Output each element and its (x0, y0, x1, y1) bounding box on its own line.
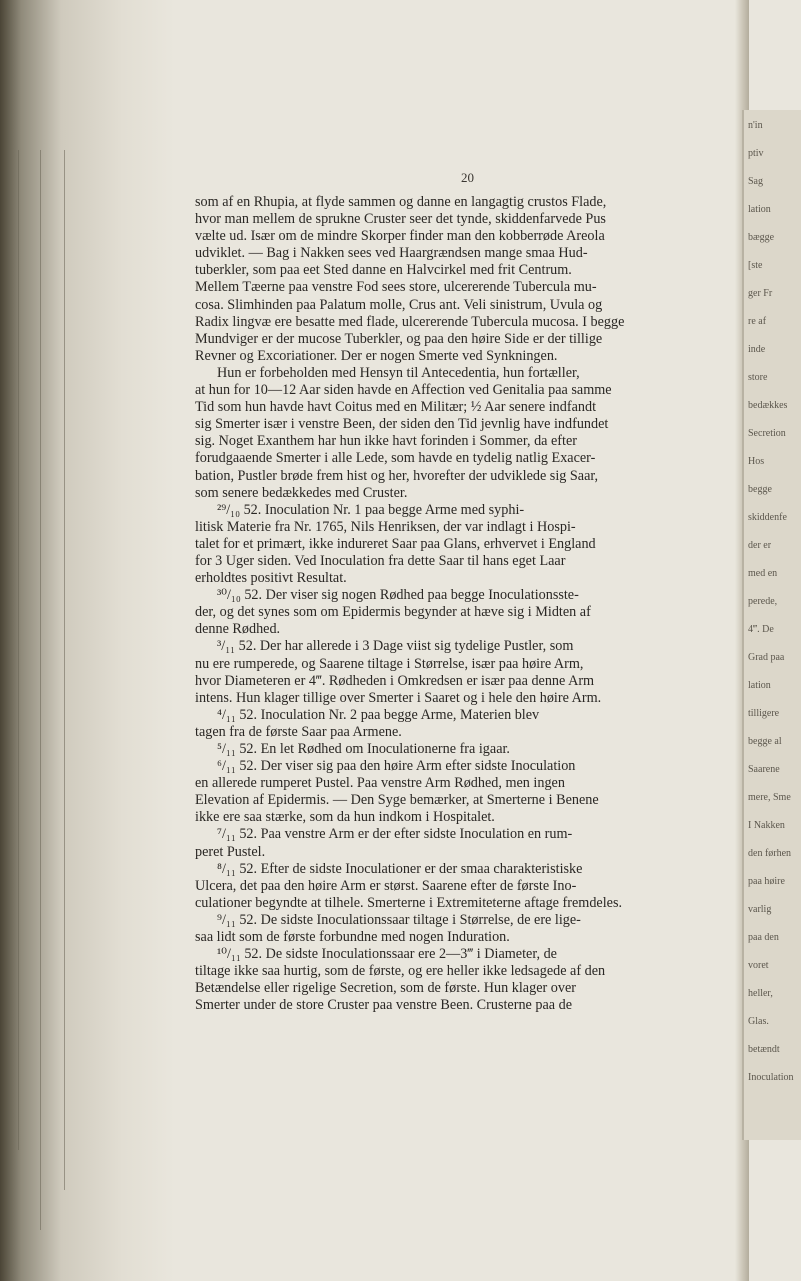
text-line: ²⁹/₁₀ 52. Inoculation Nr. 1 paa begge Arme med syphi- (217, 501, 525, 518)
text-line: tagen fra de første Saar paa Armene. (195, 723, 402, 740)
text-line: ⁹/₁₁ 52. De sidste Inoculationssaar tiltage i Størrelse, de ere lige- (217, 911, 581, 928)
margin-fragment: Inoculation (748, 1072, 794, 1083)
text-line: ⁸/₁₁ 52. Efter de sidste Inoculationer er der smaa charakteristiske (217, 860, 583, 877)
text-line: ⁴/₁₁ 52. Inoculation Nr. 2 paa begge Arme, Materien blev (217, 706, 540, 723)
text-line: en allerede rumperet Pustel. Paa venstre Arm Rødhed, men ingen (195, 775, 565, 792)
text-line: bation, Pustler brøde frem hist og her, hvorefter der udviklede sig Saar, (195, 467, 599, 484)
margin-fragment: paa høire (748, 876, 785, 887)
margin-fragment: med en (748, 568, 778, 579)
margin-fragment: [ste (748, 260, 763, 271)
margin-fragment: Secretion (748, 428, 786, 439)
text-line: at hun for 10—12 Aar siden havde en Affection ved Genitalia paa samme (195, 382, 612, 399)
margin-fragment: den førhen (748, 848, 792, 859)
text-line: forudgaaende Smerter i alle Lede, som havde en tydelig natlig Exacer- (195, 450, 596, 467)
margin-fragment: der er (748, 540, 772, 551)
facing-page-edge (742, 110, 801, 1140)
margin-fragment: tilligere (748, 708, 780, 719)
text-line: erholdtes positivt Resultat. (195, 570, 347, 587)
margin-fragment: ptiv (748, 148, 764, 159)
margin-fragment: begge al (748, 736, 782, 747)
margin-fragment: bægge (748, 232, 775, 243)
text-line: peret Pustel. (195, 843, 266, 860)
margin-fragment: skiddenfe (748, 512, 787, 523)
text-line: ³/₁₁ 52. Der har allerede i 3 Dage viist sig tydelige Pustler, som (217, 638, 574, 655)
text-line: udviklet. — Bag i Nakken sees ved Haargrændsen mange smaa Hud- (195, 245, 588, 262)
text-line: ⁷/₁₁ 52. Paa venstre Arm er der efter sidste Inoculation en rum- (217, 826, 573, 843)
text-line: Mundviger er der mucose Tuberkler, og paa den høire Side er der tillige (195, 330, 603, 347)
margin-fragment: Saarene (748, 764, 780, 775)
margin-fragment: voret (748, 960, 769, 971)
text-line: Ulcera, det paa den høire Arm er størst. Saarene efter de første Ino- (195, 877, 577, 894)
margin-fragment: perede, (748, 596, 778, 607)
body-text (195, 194, 740, 1015)
text-line: Revner og Excoriationer. Der er nogen Smerte ved Synkningen. (195, 347, 558, 364)
margin-fragment: Hos (748, 456, 765, 467)
text-line: culationer begyndte at tilhele. Smerterne i Extremiteterne aftage fremdeles. (195, 894, 623, 911)
text-line: ¹⁰/₁₁ 52. De sidste Inoculationssaar ere 2—3‴ i Diameter, de (217, 946, 557, 963)
text-line: Elevation af Epidermis. — Den Syge bemærker, at Smerterne i Benene (195, 792, 599, 809)
margin-fragment: mere, Sme (748, 792, 791, 803)
margin-fragment: heller, (748, 988, 773, 999)
text-line: Mellem Tæerne paa venstre Fod sees store, ulcererende Tubercula mu- (195, 279, 597, 296)
text-line: ⁵/₁₁ 52. En let Rødhed om Inoculationerne fra igaar. (217, 741, 510, 757)
text-line: hvor man mellem de sprukne Cruster seer det tynde, skiddenfarvede Pus (195, 211, 606, 228)
margin-fragment: re af (748, 316, 767, 327)
book-spine-shadow (0, 0, 175, 1281)
text-line: tiltage ikke saa hurtig, som de første, og ere heller ikke ledsagede af den (195, 963, 606, 980)
text-line: vælte ud. Især om de mindre Skorper finder man den kobberrøde Areola (195, 228, 605, 245)
text-line: der, og det synes som om Epidermis begynder at hæve sig i Midten af (195, 604, 591, 621)
text-line: saa lidt som de første forbundne med nogen Induration. (195, 929, 510, 946)
text-line: ³⁰/₁₀ 52. Der viser sig nogen Rødhed paa begge Inoculationsste- (217, 587, 579, 604)
margin-fragment: I Nakken (748, 820, 785, 831)
margin-fragment: lation (748, 680, 771, 691)
text-line: ⁶/₁₁ 52. Der viser sig paa den høire Arm efter sidste Inoculation (217, 758, 576, 775)
text-line: ikke ere saa stærke, som da hun indkom i Hospitalet. (195, 809, 495, 826)
text-line: denne Rødhed. (195, 621, 281, 638)
text-line: litisk Materie fra Nr. 1765, Nils Henriksen, der var indlagt i Hospi- (195, 518, 576, 535)
text-line: Tid som hun havde havt Coitus med en Militær; ½ Aar senere indfandt (195, 399, 597, 416)
margin-fragment: bedækkes (748, 400, 788, 411)
margin-fragment: 4‴. De (748, 624, 774, 635)
margin-fragment: Grad paa (748, 652, 785, 663)
text-line: sig Smerter især i venstre Been, der siden den Tid jevnlig have indfundet (195, 416, 609, 433)
text-line: Hun er forbeholden med Hensyn til Antecedentia, hun fortæller, (217, 364, 580, 381)
margin-fragment: Sag (748, 176, 763, 187)
margin-fragment: ger Fr (748, 288, 773, 299)
text-line: Betændelse eller rigelige Secretion, som de første. Hun klager over (195, 980, 576, 997)
margin-fragment: lation (748, 204, 771, 215)
text-line: nu ere rumperede, og Saarene tiltage i Størrelse, især paa høire Arm, (195, 655, 584, 672)
text-line: talet for et primært, ikke indureret Saar paa Glans, erhvervet i England (195, 535, 596, 552)
margin-fragment: begge (748, 484, 772, 495)
text-line: Radix lingvæ ere besatte med flade, ulcererende Tubercula mucosa. I begge (195, 313, 625, 330)
text-line: Smerter under de store Cruster paa venstre Been. Crusterne paa de (195, 997, 573, 1014)
text-line: som af en Rhupia, at flyde sammen og danne en langagtig crustos Flade, (195, 194, 607, 210)
margin-fragment: betændt (748, 1044, 780, 1055)
margin-fragment: varlig (748, 904, 772, 915)
margin-fragment: Glas. (748, 1016, 769, 1027)
text-line: cosa. Slimhinden paa Palatum molle, Crus ant. Veli sinistrum, Uvula og (195, 296, 603, 313)
margin-fragment: inde (748, 344, 766, 355)
text-line: som senere bedækkedes med Cruster. (195, 484, 408, 501)
margin-fragment: paa den (748, 932, 779, 943)
text-line: sig. Noget Exanthem har hun ikke havt forinden i Sommer, da efter (195, 433, 577, 450)
margin-fragment: store (748, 372, 768, 383)
text-line: intens. Hun klager tillige over Smerter i Saaret og i hele den høire Arm. (195, 689, 602, 706)
text-line: for 3 Uger siden. Ved Inoculation fra dette Saar til hans eget Laar (195, 552, 566, 569)
margin-fragment: n'in (748, 120, 763, 131)
text-line: hvor Diameteren er 4‴. Rødheden i Omkredsen er især paa denne Arm (195, 672, 595, 689)
page-number: 20 (461, 170, 474, 185)
text-line: tuberkler, som paa eet Sted danne en Halvcirkel med frit Centrum. (195, 262, 572, 279)
